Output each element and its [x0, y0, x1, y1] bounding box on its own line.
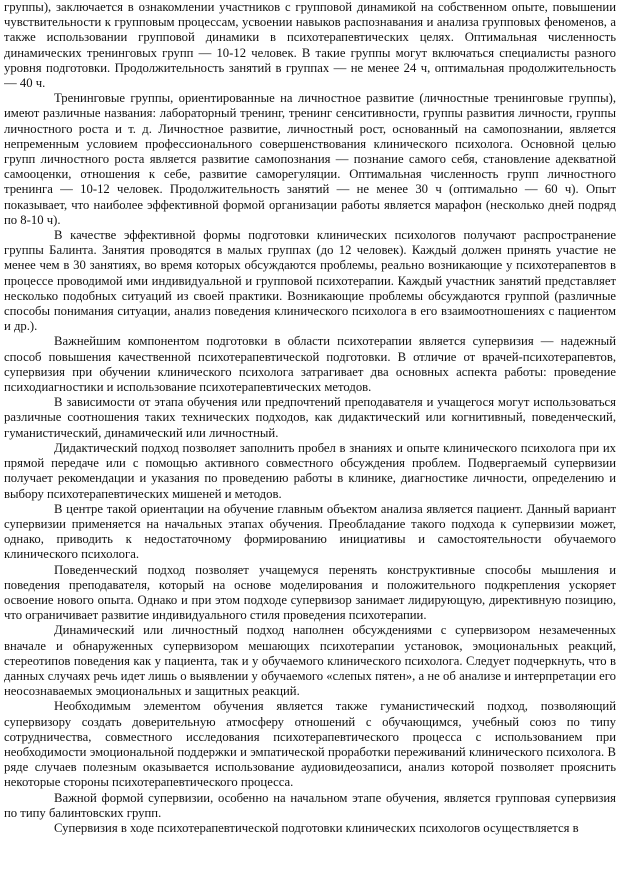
paragraph: Необходимым элементом обучения является также гуманистический подход, позволяющий супервизору создать доверительную атмосферу отношений с обучающимся, учебный союз по типу сотрудничества, совместного исследования психотерапевтического процесса с использованием при необходимости эмоциональной поддержки и эмпатической проработки переживаний клинического психолога. В ряде случаев полезным оказывается использование аудиовидеозаписи, анализ которой позволяет прояснить некоторые стороны психотерапевтического процесса.	[4, 699, 616, 790]
paragraph: Важнейшим компонентом подготовки в области психотерапии является супервизия — надежный способ повышения качественной психотерапевтической подготовки. В отличие от врачей-психотерапевтов, супервизия при обучении клинического психолога затрагивает два основных аспекта работы: проведение психодиагностики и использование психотерапевтических методов.	[4, 334, 616, 395]
paragraph: Супервизия в ходе психотерапевтической подготовки клинических психологов осуществляется в	[54, 820, 579, 835]
paragraph: группы), заключается в ознакомлении участников с групповой динамикой на собственном опыте, повышении чувствительности к групповым процессам, усвоении навыков распознавания и анализа групповых феноменов, а также использовании групповой динамики в психотерапевтических целях. Оптимальная численность динамических тренинговых групп — 10-12 человек. В такие группы могут включаться специалисты разного уровня подготовки. Продолжительность занятий в группах — не менее 24 ч, оптимальная продолжительность — 40 ч.	[4, 0, 616, 91]
paragraph: В центре такой ориентации на обучение главным объектом анализа является пациент. Данный вариант супервизии применяется на начальных этапах обучения. Преобладание такого подхода к супервизии может, однако, приводить к недостаточному формированию инициативы и самостоятельности обучаемого клинического психолога.	[4, 501, 616, 562]
paragraph: В зависимости от этапа обучения или предпочтений преподавателя и учащегося могут использоваться различные соотношения таких технических подходов, как дидактический или когнитивный, поведенческий, гуманистический, динамический или личностный.	[4, 395, 616, 440]
document-page	[4, 0, 616, 876]
paragraph: Динамический или личностный подход наполнен обсуждениями с супервизором незамеченных вначале и обнаруженных супервизором мешающих психотерапии установок, эмоциональных реакций, стереотипов поведения как у пациента, так и у обучаемого клинического психолога. Следует подчеркнуть, что в данных случаях речь идет лишь о выявлении у обучаемого «слепых пятен», а не об анализе и интерпретации его неосознаваемых эмоциональных и защитных реакций.	[4, 623, 616, 699]
paragraph: Дидактический подход позволяет заполнить пробел в знаниях и опыте клинического психолога при их прямой передаче или с помощью активного совместного обсуждения проблем. Подвергаемый супервизии получает рекомендации и указания по проведению работы в клинике, диагностике личности, определению и выбору психотерапевтических мишеней и методов.	[4, 440, 616, 501]
paragraph: Важной формой супервизии, особенно на начальном этапе обучения, является групповая супервизия по типу балинтовских групп.	[4, 790, 616, 820]
paragraph: Тренинговые группы, ориентированные на личностное развитие (личностные тренинговые группы), имеют различные названия: лабораторный тренинг, тренинг сенситивности, группы развития личности, группы личностного роста и т. д. Личностное развитие, личностный рост, основанный на самопознании, является непременным условием профессионального совершенствования клинического психолога. Основной целью групп личностного роста является развитие самопознания — познание самого себя, становление адекватной самооценки, отношения к себе, развитие саморегуляции. Оптимальная численность групп личностного тренинга — 10-12 человек. Продолжительность занятий — не менее 30 ч (оптимально — 60 ч). Опыт показывает, что наиболее эффективной формой организации работы является марафон (несколько дней подряд по 8-10 ч).	[4, 91, 616, 227]
paragraph: В качестве эффективной формы подготовки клинических психологов получают распространение группы Балинта. Занятия проводятся в малых группах (до 12 человек). Каждый должен принять участие не менее чем в 30 занятиях, во время которых обсуждаются проблемы, реально возникающие у психотерапевтов в процессе проводимой ими индивидуальной и групповой психотерапии. Каждый участник занятий представляет несколько подобных ситуаций из своей практики. Возникающие проблемы обсуждаются группой (различные способы понимания ситуации, анализ поведения клинического психолога в его взаимоотношениях с пациентом и др.).	[4, 228, 616, 334]
paragraph: Поведенческий подход позволяет учащемуся перенять конструктивные способы мышления и поведения преподавателя, который на основе моделирования и положительного подкрепления ускоряет освоение нового опыта. Однако и при этом подходе супервизор занимает лидирующую, директивную позицию, что ограничивает развитие индивидуального стиля проведения психотерапии.	[4, 562, 616, 623]
